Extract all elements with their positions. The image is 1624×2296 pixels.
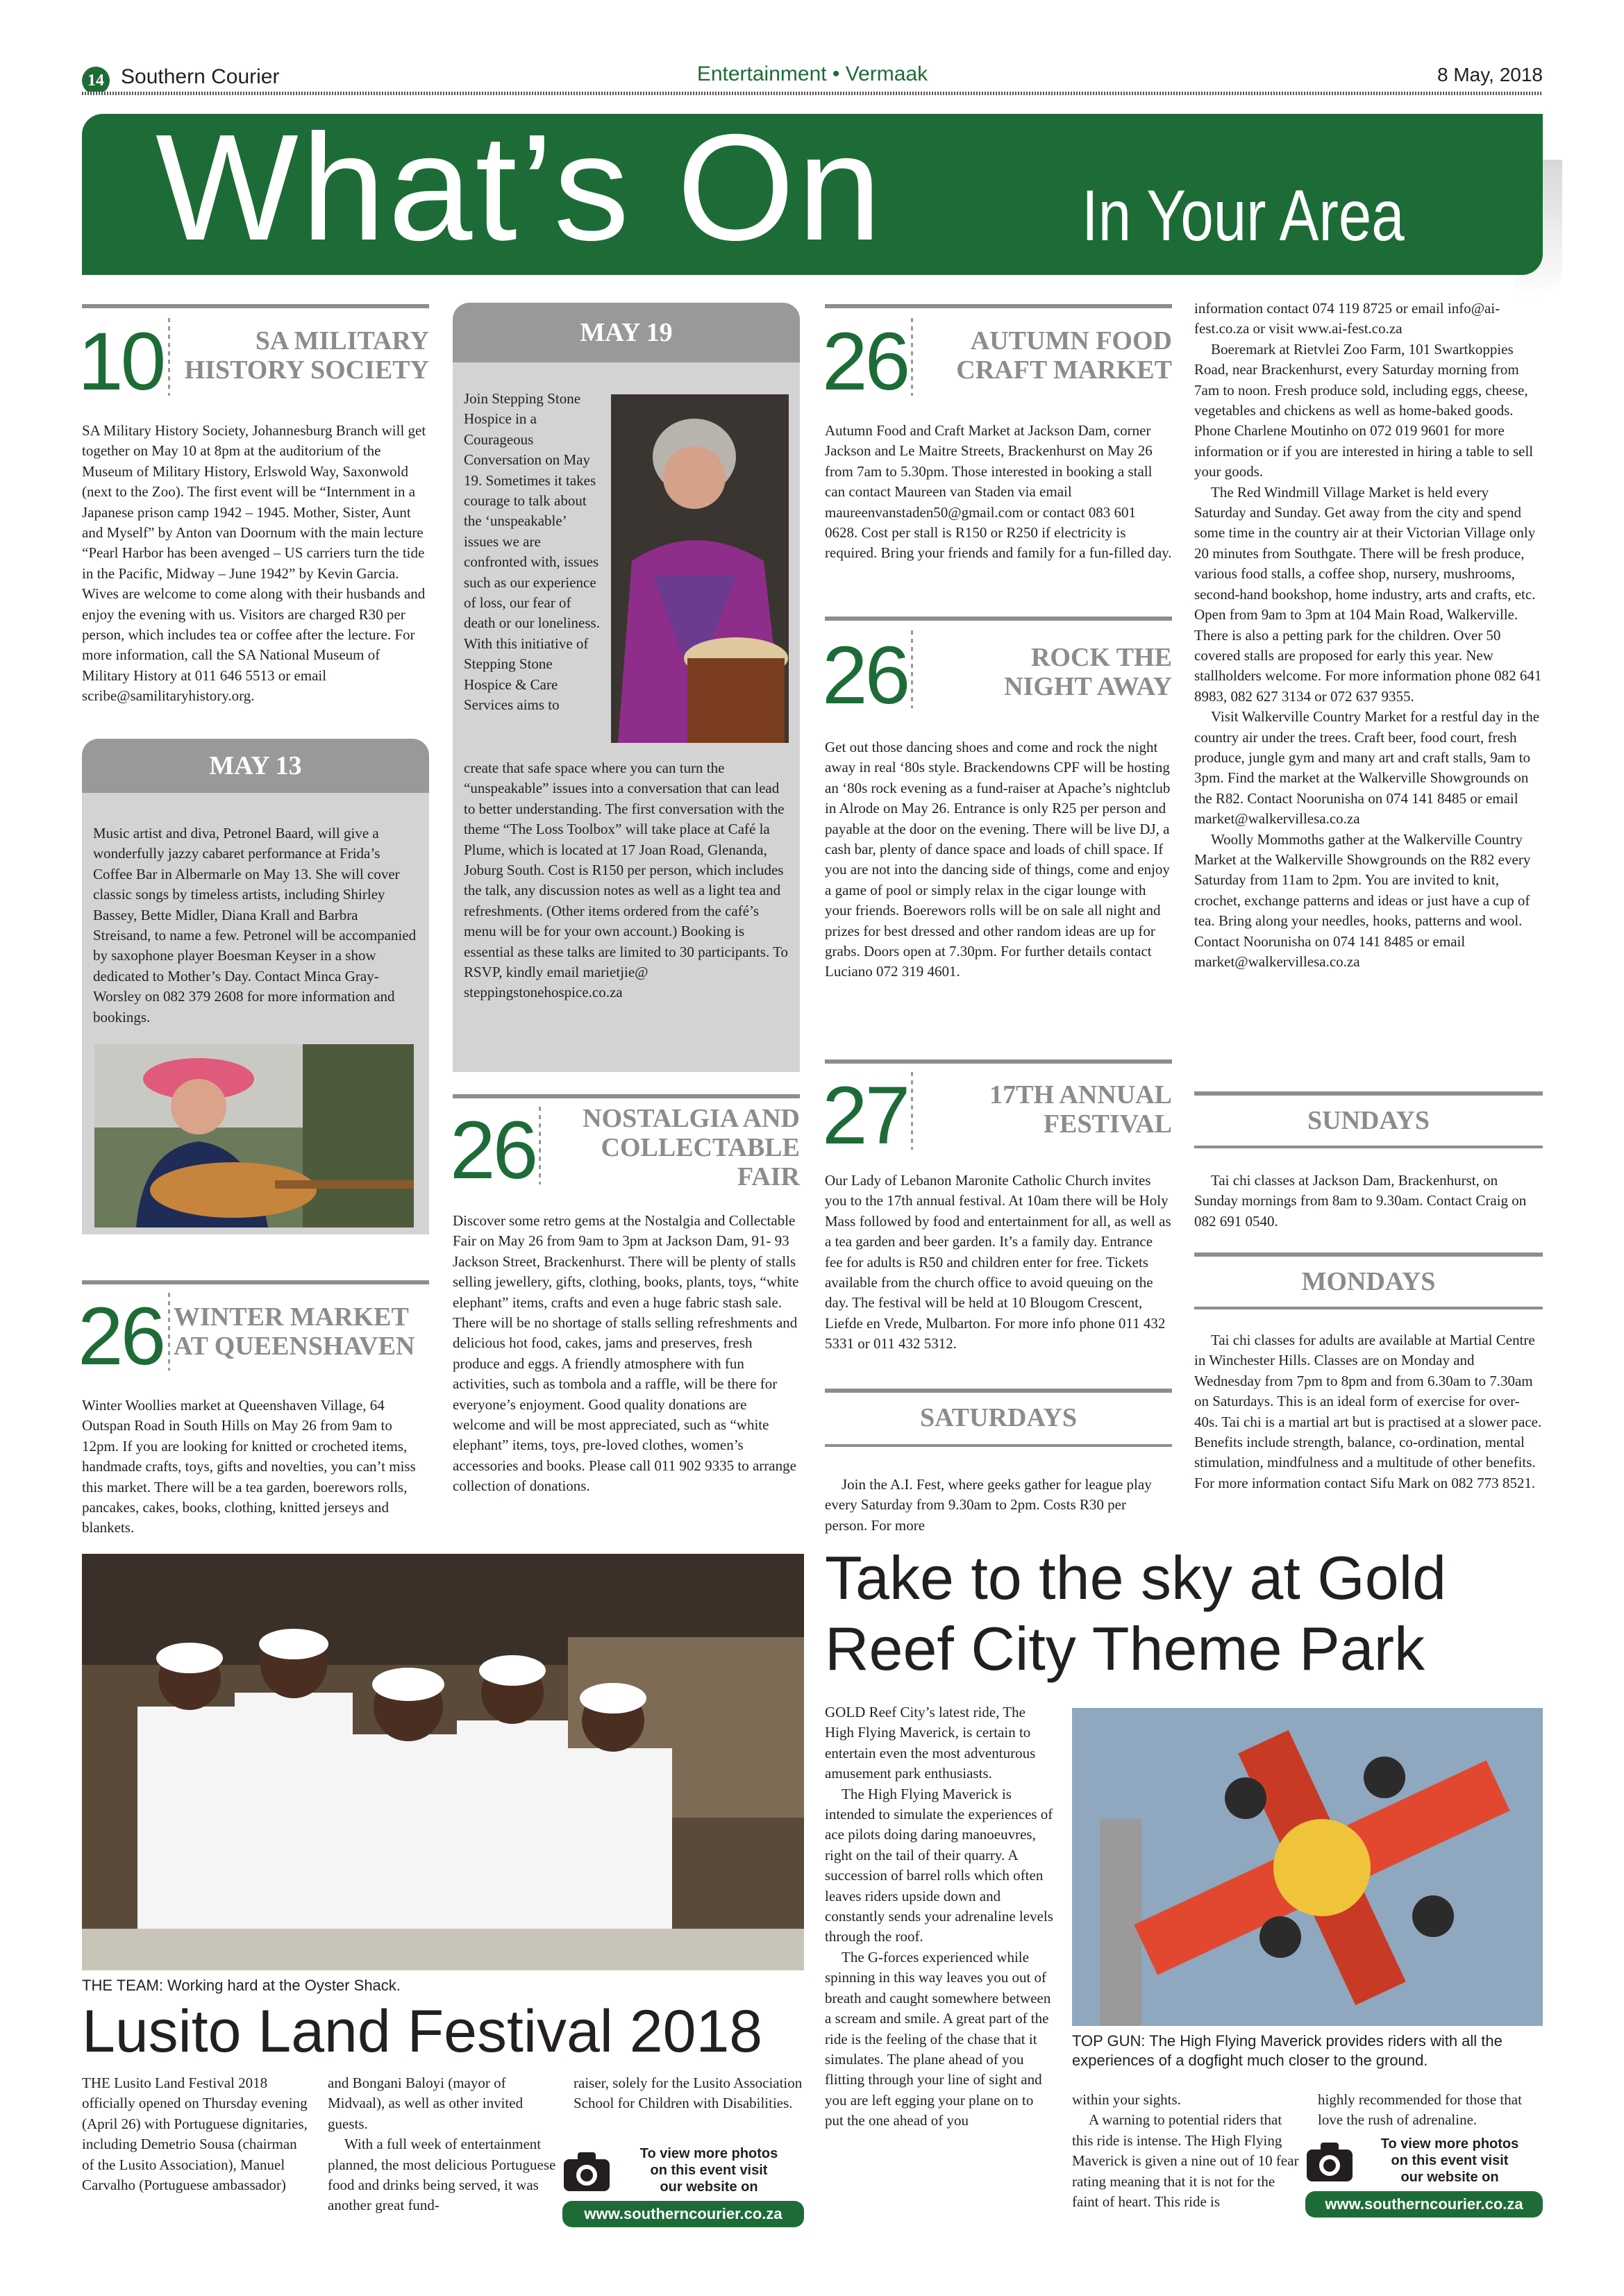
event-day-number: 26 [822, 316, 908, 408]
publication-name: Southern Courier [121, 65, 280, 88]
hospice-drummer-photo [611, 394, 789, 743]
nostalgia-fair-body: Discover some retro gems at the Nostalgia and Collectable Fair on May 26 from 9am to 3pm at Jackson Dam, 91- 93 Jackson Street, Brackenhurst. There will be plenty of stalls selling jewellery, gifts, clothing, books, plants, toys, “white elephant” items, crafts and even a huge fabric stash sale. There will be no shortage of stalls selling refreshments and delicious hot food, cakes, jams and preserves, fresh produce and eggs. A friendly atmosphere with fun activities, such as tombola and a raffle, will be there for everyone’s enjoyment. Good quality donations are welcome and will be most appreciated, such as “white elephant” items, toys, pre-loved clothes, women’s accessories and books. Please call 011 902 9335 to arrange collection of donations. [453, 1212, 799, 1495]
team-photo-caption: THE TEAM: Working hard at the Oyster Shack. [82, 1977, 401, 1994]
event-title-line: AT QUEENSHAVEN [174, 1332, 415, 1361]
whats-on-banner [82, 103, 1543, 275]
promo-text-line: our website on [660, 2179, 758, 2195]
rule [82, 304, 429, 308]
rule [1194, 1146, 1543, 1148]
event-title [544, 1104, 800, 1191]
paragraph: A warning to potential riders that this ride is intense. The High Flying Maverick is given a nine out of 10 fear rating meaning that it is not for the faint of heart. This ride is [1072, 2111, 1299, 2211]
rule [825, 1389, 1172, 1393]
lusito-headline: Lusito Land Festival 2018 [82, 1998, 763, 2065]
event-title-line: CRAFT MARKET [956, 355, 1172, 385]
dashed-divider [168, 318, 170, 396]
event-title [916, 1080, 1172, 1139]
promo-text-line: To view more photos [1380, 2136, 1519, 2152]
paragraph: Woolly Mommoths gather at the Walkerville Country Market at the Walkerville Showgrounds on the R82 every Saturday from 11am to 2pm. You are invited to knit, crochet, exchange patterns and ideas or just have a cup of tea. Bring along your needles, hooks, patterns and wool. Contact Noorunisha on 074 141 8485 or email market@walkervillesa.co.za [1194, 830, 1531, 970]
promo-text-line: To view more photos [639, 2146, 778, 2161]
camera-icon [1305, 2137, 1354, 2186]
saturdays-continued [1194, 299, 1543, 972]
promo-text-line: on this event visit [650, 2163, 768, 2178]
event-title [916, 326, 1172, 385]
event-day-number: 26 [78, 1291, 164, 1382]
page-number-badge [82, 67, 110, 94]
paragraph: The G-forces experienced while spinning in this way leaves you out of breath and caught somewhere between a scream and smile. A great part of the ride is the feeling of the chase that it simulates. The plane ahead of you flitting through your line of sight and you are left egging your plane on to put the one ahead of you [825, 1948, 1051, 2129]
event-title-line: HISTORY SOCIETY [184, 355, 429, 385]
lusito-col2 [328, 2073, 557, 2216]
photo-illustration [611, 394, 789, 743]
may19-tab: MAY 19 [453, 303, 800, 362]
annual-festival-body: Our Lady of Lebanon Maronite Catholic Church invites you to the 17th annual festival. At 10am there will be Holy Mass followed by food and entertainment for all, as well as a tea garden and beer garden. It’s a family day. Entrance fee for adults is R50 and children enter for free. Tickets available from the church office to avoid queuing on the day. The festival will be held at 10 Blougom Crescent, Liefde en Vrede, Mulbarton. For more info phone 011 432 5331 or 011 432 5312. [825, 1172, 1171, 1352]
event-title [174, 1302, 429, 1361]
rock-night-body: Get out those dancing shoes and come and rock the night away in real ‘80s style. Brackendowns CPF will be hosting an ‘80s rock evening as a fund-raiser at Apache’s nightclub in Alrode on May 26. Entrance is only R25 per person and payable at the door on the evening. There will be live DJ, a cash bar, plenty of dance space and loads of chill space. If you are not into the dancing side of things, come and enjoy a game of pool or simply relax in the cigar lounge with your friends. Boerewors rolls will be on sale all night and prizes for best dressed and other random ideas are up for grabs. Doors open at 7.30pm. For further details contact Luciano 072 319 4601. [825, 739, 1171, 980]
event-title [916, 643, 1172, 701]
banner-title: What’s On [156, 103, 885, 272]
dashed-divider [911, 1072, 913, 1150]
banner-subtitle: In Your Area [1082, 176, 1405, 256]
promo-text-line: on this event visit [1391, 2153, 1509, 2168]
mondays-heading: MONDAYS [1301, 1267, 1436, 1296]
event-title-line: SA MILITARY [255, 326, 429, 355]
website-promo[interactable] [1305, 2136, 1543, 2222]
paragraph: The Red Windmill Village Market is held every Saturday and Sunday. Get away from the city and spend some time in the country air at their Victorian Village only 20 minutes from Southgate. There will be fresh produce, various food stalls, a coffee shop, nursery, mushrooms, second-hand bookshop, home industry, arts and crafts, etc. Open from 9am to 3pm at 104 Main Road, Walkerville. There is also a petting park for the children. Over 50 covered stalls are proposed for early this year. New stallholders welcome. For more information phone 082 641 8983, 082 627 3134 or 072 637 9355. [1194, 483, 1542, 705]
sundays-heading: SUNDAYS [1307, 1106, 1430, 1135]
rule [825, 1059, 1172, 1064]
petronel-photo [94, 1044, 414, 1227]
paragraph: information contact 074 119 8725 or email info@ai-fest.co.za or visit www.ai-fest.co.za [1194, 300, 1500, 337]
section-name: Entertainment • Vermaak [696, 62, 928, 85]
camera-icon [562, 2147, 611, 2195]
dashed-divider [539, 1107, 541, 1184]
event-title-line: AUTUMN FOOD [970, 326, 1172, 355]
may13-body: Music artist and diva, Petronel Baard, will give a wonderfully jazzy cabaret performance at Frida’s Coffee Bar in Albermarle on May 13. She will cover classic songs by timeless artists, including Shirley Bassey, Bette Midler, Diana Krall and Barbra Streisand, to name a few. Petronel will be accompanied by saxophone player Boesman Keyser in a show dedicated to Mother’s Day. Contact Minca Gray-Worsley on 082 379 2608 for more information and bookings. [93, 825, 417, 1025]
event-title-line: FESTIVAL [1043, 1109, 1172, 1139]
rule [453, 1094, 800, 1098]
paragraph: GOLD Reef City’s latest ride, The High Flying Maverick, is certain to entertain even the most adventurous amusement park enthusiasts. [825, 1704, 1036, 1782]
dashed-divider [168, 1293, 170, 1371]
sundays-body: Tai chi classes at Jackson Dam, Brackenhurst, on Sunday mornings from 8am to 9.30am. Contact Craig on 082 691 0540. [1194, 1172, 1527, 1230]
military-history-body: SA Military History Society, Johannesburg Branch will get together on May 10 at 8pm at the auditorium of the Museum of Military History, Erlswold Way, Saxonwold (next to the Zoo). The first event will be “Internment in a Japanese prison camp 1942 – 1945. Mother, Sister, Aunt and Myself” by Anton van Doornum with the main lecture “Pearl Harbor has been avenged – US carriers turn the tide in the Pacific, Midway – June 1942” by Kevin Garcia. Wives are welcome to come along with their husbands and enjoy the evening with us. Visitors are charged R30 per person, which includes tea or coffee after the lecture. For more information, call the SA National Museum of Military History at 011 646 5513 or email scribe@samilitaryhistory.org. [82, 422, 426, 705]
may19-body-wide: create that safe space where you can turn the “unspeakable” issues into a conversation that can lead to better understanding. The first conversation with the theme “The Loss Toolbox” will take place at Café la Plume, which is located at 17 Joan Road, Glenanda, Joburg South. Cost is R150 per person, which includes the talk, any discussion notes as well as a light tea and refreshments. (Other items ordered from the café’s menu will be for your own account.) Booking is essential as these talks are limited to 30 participants. To RSVP, kindly email marietjie@ steppingstonehospice.co.za [464, 760, 789, 1001]
promo-text [1357, 2136, 1543, 2186]
page-number: 14 [87, 71, 104, 90]
headline-line: Take to the sky at Gold [825, 1543, 1447, 1612]
website-link[interactable]: www.southerncourier.co.za [1305, 2191, 1543, 2218]
may19-box [453, 362, 800, 1072]
may13-tab: MAY 13 [82, 739, 429, 793]
event-title-line: NOSTALGIA AND [583, 1104, 800, 1133]
oyster-shack-team-photo [82, 1554, 804, 1970]
event-day-number: 26 [822, 630, 908, 721]
may19-body-narrow: Join Stepping Stone Hospice in a Courageous Conversation on May 19. Sometimes it takes courage to talk about the ‘unspeakable’ issues we are confronted with, issues such as our experience of loss, our fear of death or our loneliness. With this initiative of Stepping Stone Hospice & Care Services aims to [464, 390, 600, 714]
may13-box [82, 793, 429, 1234]
paragraph: Visit Walkerville Country Market for a restful day in the country air under the trees. Craft beer, food court, fresh produce, jungle gym and many art and craft stalls, 9am to 3pm. Find the market at the Walkerville Showgrounds on the R82. Contact Noorunisha on 074 141 8485 or email market@walkervillesa.co.za [1194, 708, 1540, 828]
rule [1194, 1307, 1543, 1309]
lusito-col1: THE Lusito Land Festival 2018 officially opened on Thursday evening (April 26) with Portuguese dignitaries, including Demetrio Sousa (chairman of the Lusito Association), Manuel Carvalho (Portuguese ambassador) [82, 2075, 308, 2194]
goldreef-col3: highly recommended for those that love the rush of adrenaline. [1318, 2091, 1522, 2129]
saturdays-heading: SATURDAYS [920, 1403, 1077, 1432]
dashed-divider [911, 318, 913, 396]
rule [825, 304, 1172, 308]
winter-market-body: Winter Woollies market at Queenshaven Village, 64 Outspan Road in South Hills on May 26 from 9am to 12pm. If you are looking for knitted or crocheted items, handmade crafts, toys, gifts and novelties, you can’t miss this market. There will be a tea garden, boerewors rolls, pancakes, cakes, books, clothing, knitted jerseys and blankets. [82, 1397, 416, 1536]
rule [825, 1444, 1172, 1447]
maverick-photo-caption: TOP GUN: The High Flying Maverick provides riders with all the experiences of a dogfight much closer to the ground. [1072, 2032, 1502, 2069]
saturdays-body: Join the A.I. Fest, where geeks gather for league play every Saturday from 9.30am to 2pm. Costs R30 per person. For more [825, 1476, 1152, 1534]
issue-date: 8 May, 2018 [1437, 64, 1543, 85]
dashed-divider [911, 630, 913, 708]
event-title-line: NIGHT AWAY [1004, 672, 1172, 701]
goldreef-headline [825, 1543, 1446, 1684]
paragraph: With a full week of entertainment planned, the most delicious Portuguese food and drinks being served, it was another great fund- [328, 2136, 556, 2214]
paragraph: Boeremark at Rietvlei Zoo Farm, 101 Swartkoppies Road, near Brackenhurst, every Saturday morning from 7am to noon. Fresh produce sold, including eggs, cheese, vegetables and chickens as well as home-baked goods. Phone Charlene Moutinho on 072 019 9601 for more information or if you are interested in hiring a table to sell your goods. [1194, 340, 1534, 480]
event-day-number: 27 [822, 1070, 908, 1162]
promo-text [614, 2145, 804, 2195]
event-title-line: ROCK THE [1030, 643, 1172, 672]
photo-illustration [94, 1044, 414, 1227]
rule [825, 617, 1172, 621]
paragraph: The High Flying Maverick is intended to simulate the experiences of ace pilots doing daring manoeuvres, right on the tail of their quarry. A succession of barrel rolls which often leaves riders upside down and constantly sends your adrenaline levels through the roof. [825, 1785, 1053, 1945]
photo-illustration [82, 1554, 804, 1970]
event-title [174, 326, 429, 385]
goldreef-col1 [825, 1702, 1054, 2131]
website-link[interactable]: www.southerncourier.co.za [562, 2201, 804, 2227]
lusito-col3: raiser, solely for the Lusito Association School for Children with Disabilities. [574, 2075, 803, 2112]
header-rule [82, 92, 1543, 95]
event-day-number: 26 [450, 1105, 536, 1196]
event-title-line: COLLECTABLE [601, 1133, 800, 1162]
mondays-body: Tai chi classes for adults are available at Martial Centre in Winchester Hills. Classes are on Monday and Wednesday from 7pm to 8pm and from 6.30am to 7.30am on Saturdays. This is an ideal form of exercise for over-40s. Tai chi is a martial art but is practised at a slower pace. Benefits include strength, balance, co-ordination, mental stimulation, mindfulness and a multitude of other benefits. For more information contact Sifu Mark on 082 773 8521. [1194, 1332, 1542, 1491]
autumn-market-body: Autumn Food and Craft Market at Jackson Dam, corner Jackson and Le Maitre Streets, Brackenhurst on May 26 from 7am to 5.30pm. Those interested in booking a stall can contact Maureen van Staden via email maureenvanstaden50@gmail.com or contact 083 601 0628. Cost per stall is R150 or R250 if electricity is required. Bring your friends and family for a fun-filled day. [825, 422, 1172, 562]
event-day-number: 10 [78, 316, 164, 408]
high-flying-maverick-photo [1072, 1708, 1543, 2026]
paragraph: within your sights. [1072, 2091, 1181, 2108]
event-title-line: WINTER MARKET [174, 1302, 409, 1332]
rule [1194, 1252, 1543, 1257]
rule [1194, 1091, 1543, 1096]
paragraph: and Bongani Baloyi (mayor of Midvaal), as well as other invited guests. [328, 2075, 524, 2132]
rule [82, 1280, 429, 1284]
promo-text-line: our website on [1400, 2170, 1499, 2185]
website-promo[interactable] [562, 2145, 804, 2231]
event-title-line: FAIR [737, 1162, 800, 1191]
goldreef-col2 [1072, 2090, 1301, 2212]
photo-illustration [1072, 1708, 1543, 2026]
headline-line: Reef City Theme Park [825, 1614, 1425, 1683]
event-title-line: 17TH ANNUAL [989, 1080, 1172, 1109]
